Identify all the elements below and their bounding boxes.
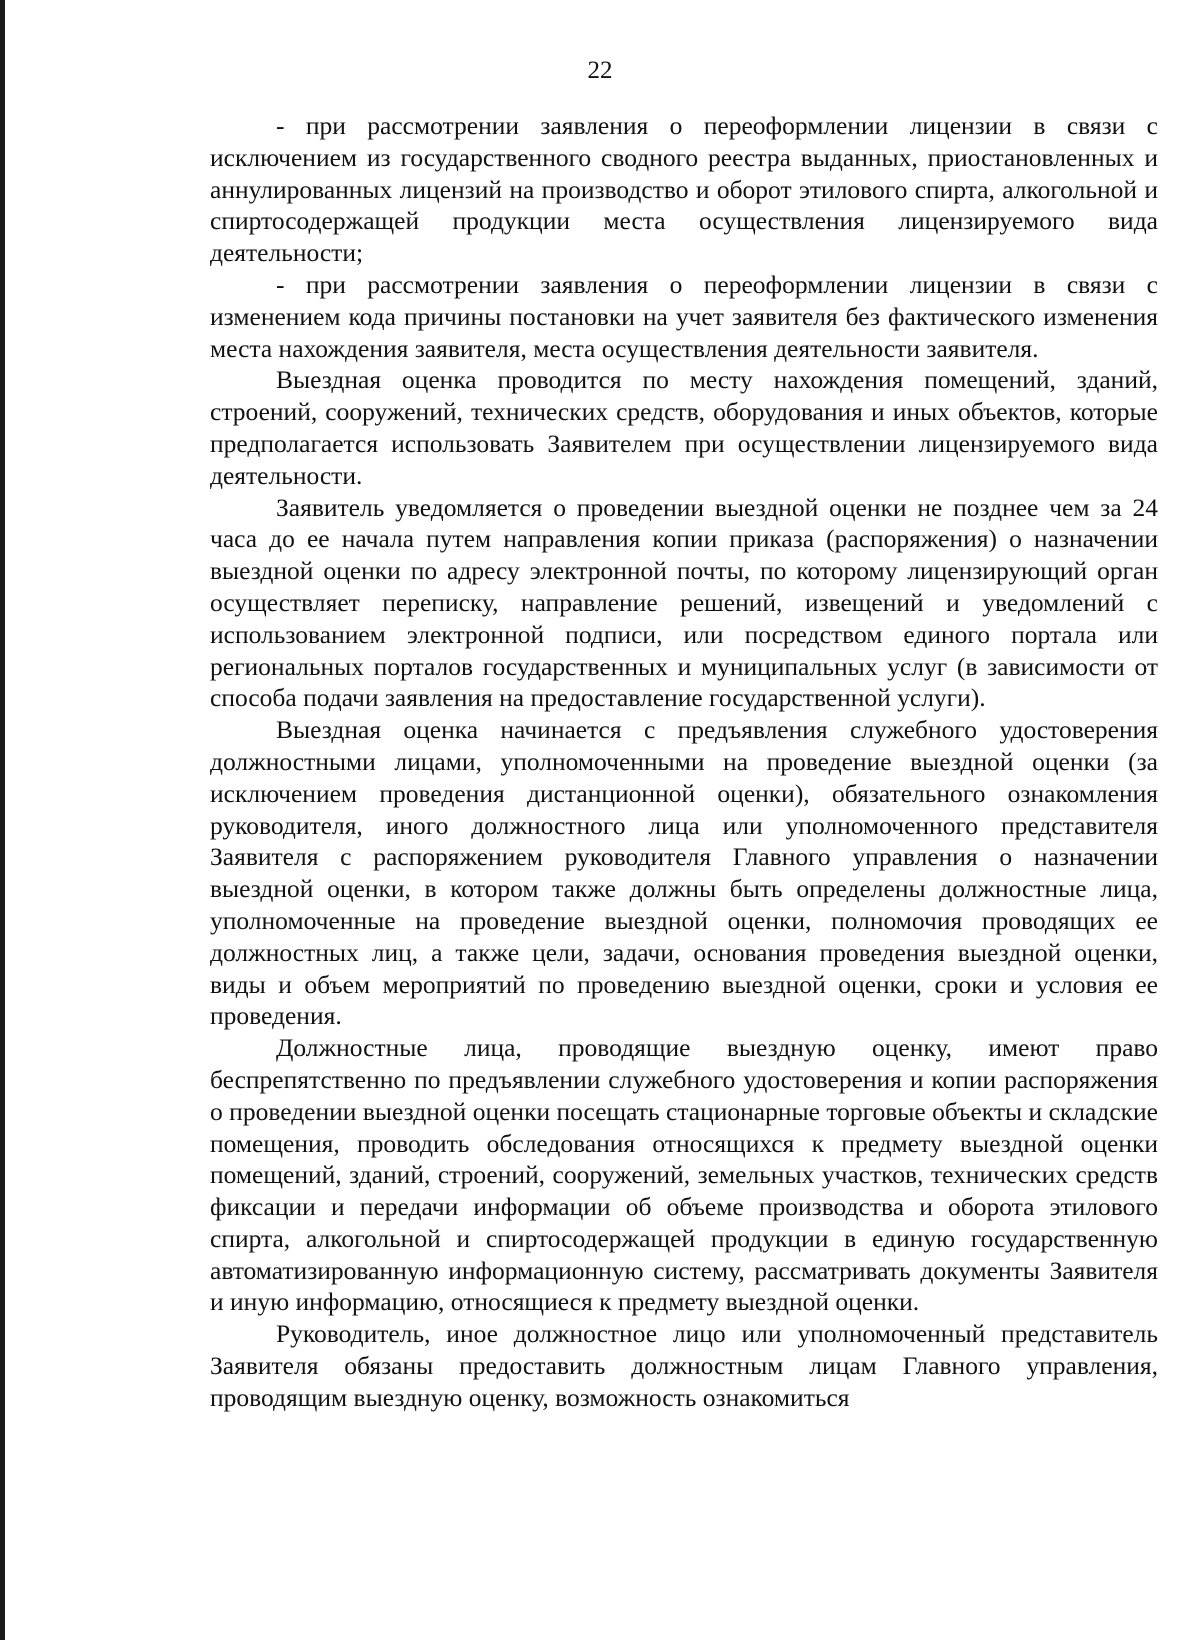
paragraph-6: Должностные лица, проводящие выездную оценку, имеют право беспрепятственно по предъявлении служебного удостоверения и копии распоряжения о проведении выездной оценки посещать стационарные торговые объекты и складские помещения, проводить обследования относящихся к предмету выездной оценки помещений, зданий, строений, сооружений, земельных участков, технических средств фиксации и передачи информации об объеме производства и оборота этилового спирта, алкогольной и спиртосодержащей продукции в единую государственную автоматизированную информационную систему, рассматривать документы Заявителя и иную информацию, относящиеся к предмету выездной оценки.: [210, 1033, 1158, 1317]
paragraph-2: - при рассмотрении заявления о переоформлении лицензии в связи с изменением кода причины постановки на учет заявителя без фактического изменения места нахождения заявителя, места осуществления деятельности заявителя.: [210, 269, 1158, 363]
document-body: [210, 110, 1158, 1414]
paragraph-5: Выездная оценка начинается с предъявления служебного удостоверения должностными лицами, уполномоченными на проведение выездной оценки (за исключением проведения дистанционной оценки), обязательного ознакомления руководителя, иного должностного лица или уполномоченного представителя Заявителя с распоряжением руководителя Главного управления о назначении выездной оценки, в котором также должны быть определены должностные лица, уполномоченные на проведение выездной оценки, полномочия проводящих ее должностных лиц, а также цели, задачи, основания проведения выездной оценки, виды и объем мероприятий по проведению выездной оценки, сроки и условия ее проведения.: [210, 715, 1158, 1031]
page-number: 22: [587, 57, 613, 84]
scan-edge: [0, 0, 5, 1640]
paragraph-1: - при рассмотрении заявления о переоформлении лицензии в связи с исключением из государственного сводного реестра выданных, приостановленных и аннулированных лицензий на производство и оборот этилового спирта, алкогольной и спиртосодержащей продукции места осуществления лицензируемого вида деятельности;: [210, 111, 1158, 268]
paragraph-3: Выездная оценка проводится по месту нахождения помещений, зданий, строений, сооружений, технических средств, оборудования и иных объектов, которые предполагается использовать Заявителем при осуществлении лицензируемого вида деятельности.: [210, 365, 1158, 490]
paragraph-4: Заявитель уведомляется о проведении выездной оценки не позднее чем за 24 часа до ее начала путем направления копии приказа (распоряжения) о назначении выездной оценки по адресу электронной почты, по которому лицензирующий орган осуществляет переписку, направление решений, извещений и уведомлений с использованием электронной подписи, или посредством единого портала или региональных порталов государственных и муниципальных услуг (в зависимости от способа подачи заявления на предоставление государственной услуги).: [210, 492, 1158, 713]
paragraph-7: Руководитель, иное должностное лицо или уполномоченный представитель Заявителя обязаны предоставить должностным лицам Главного управления, проводящим выездную оценку, возможность ознакомиться: [210, 1319, 1158, 1412]
